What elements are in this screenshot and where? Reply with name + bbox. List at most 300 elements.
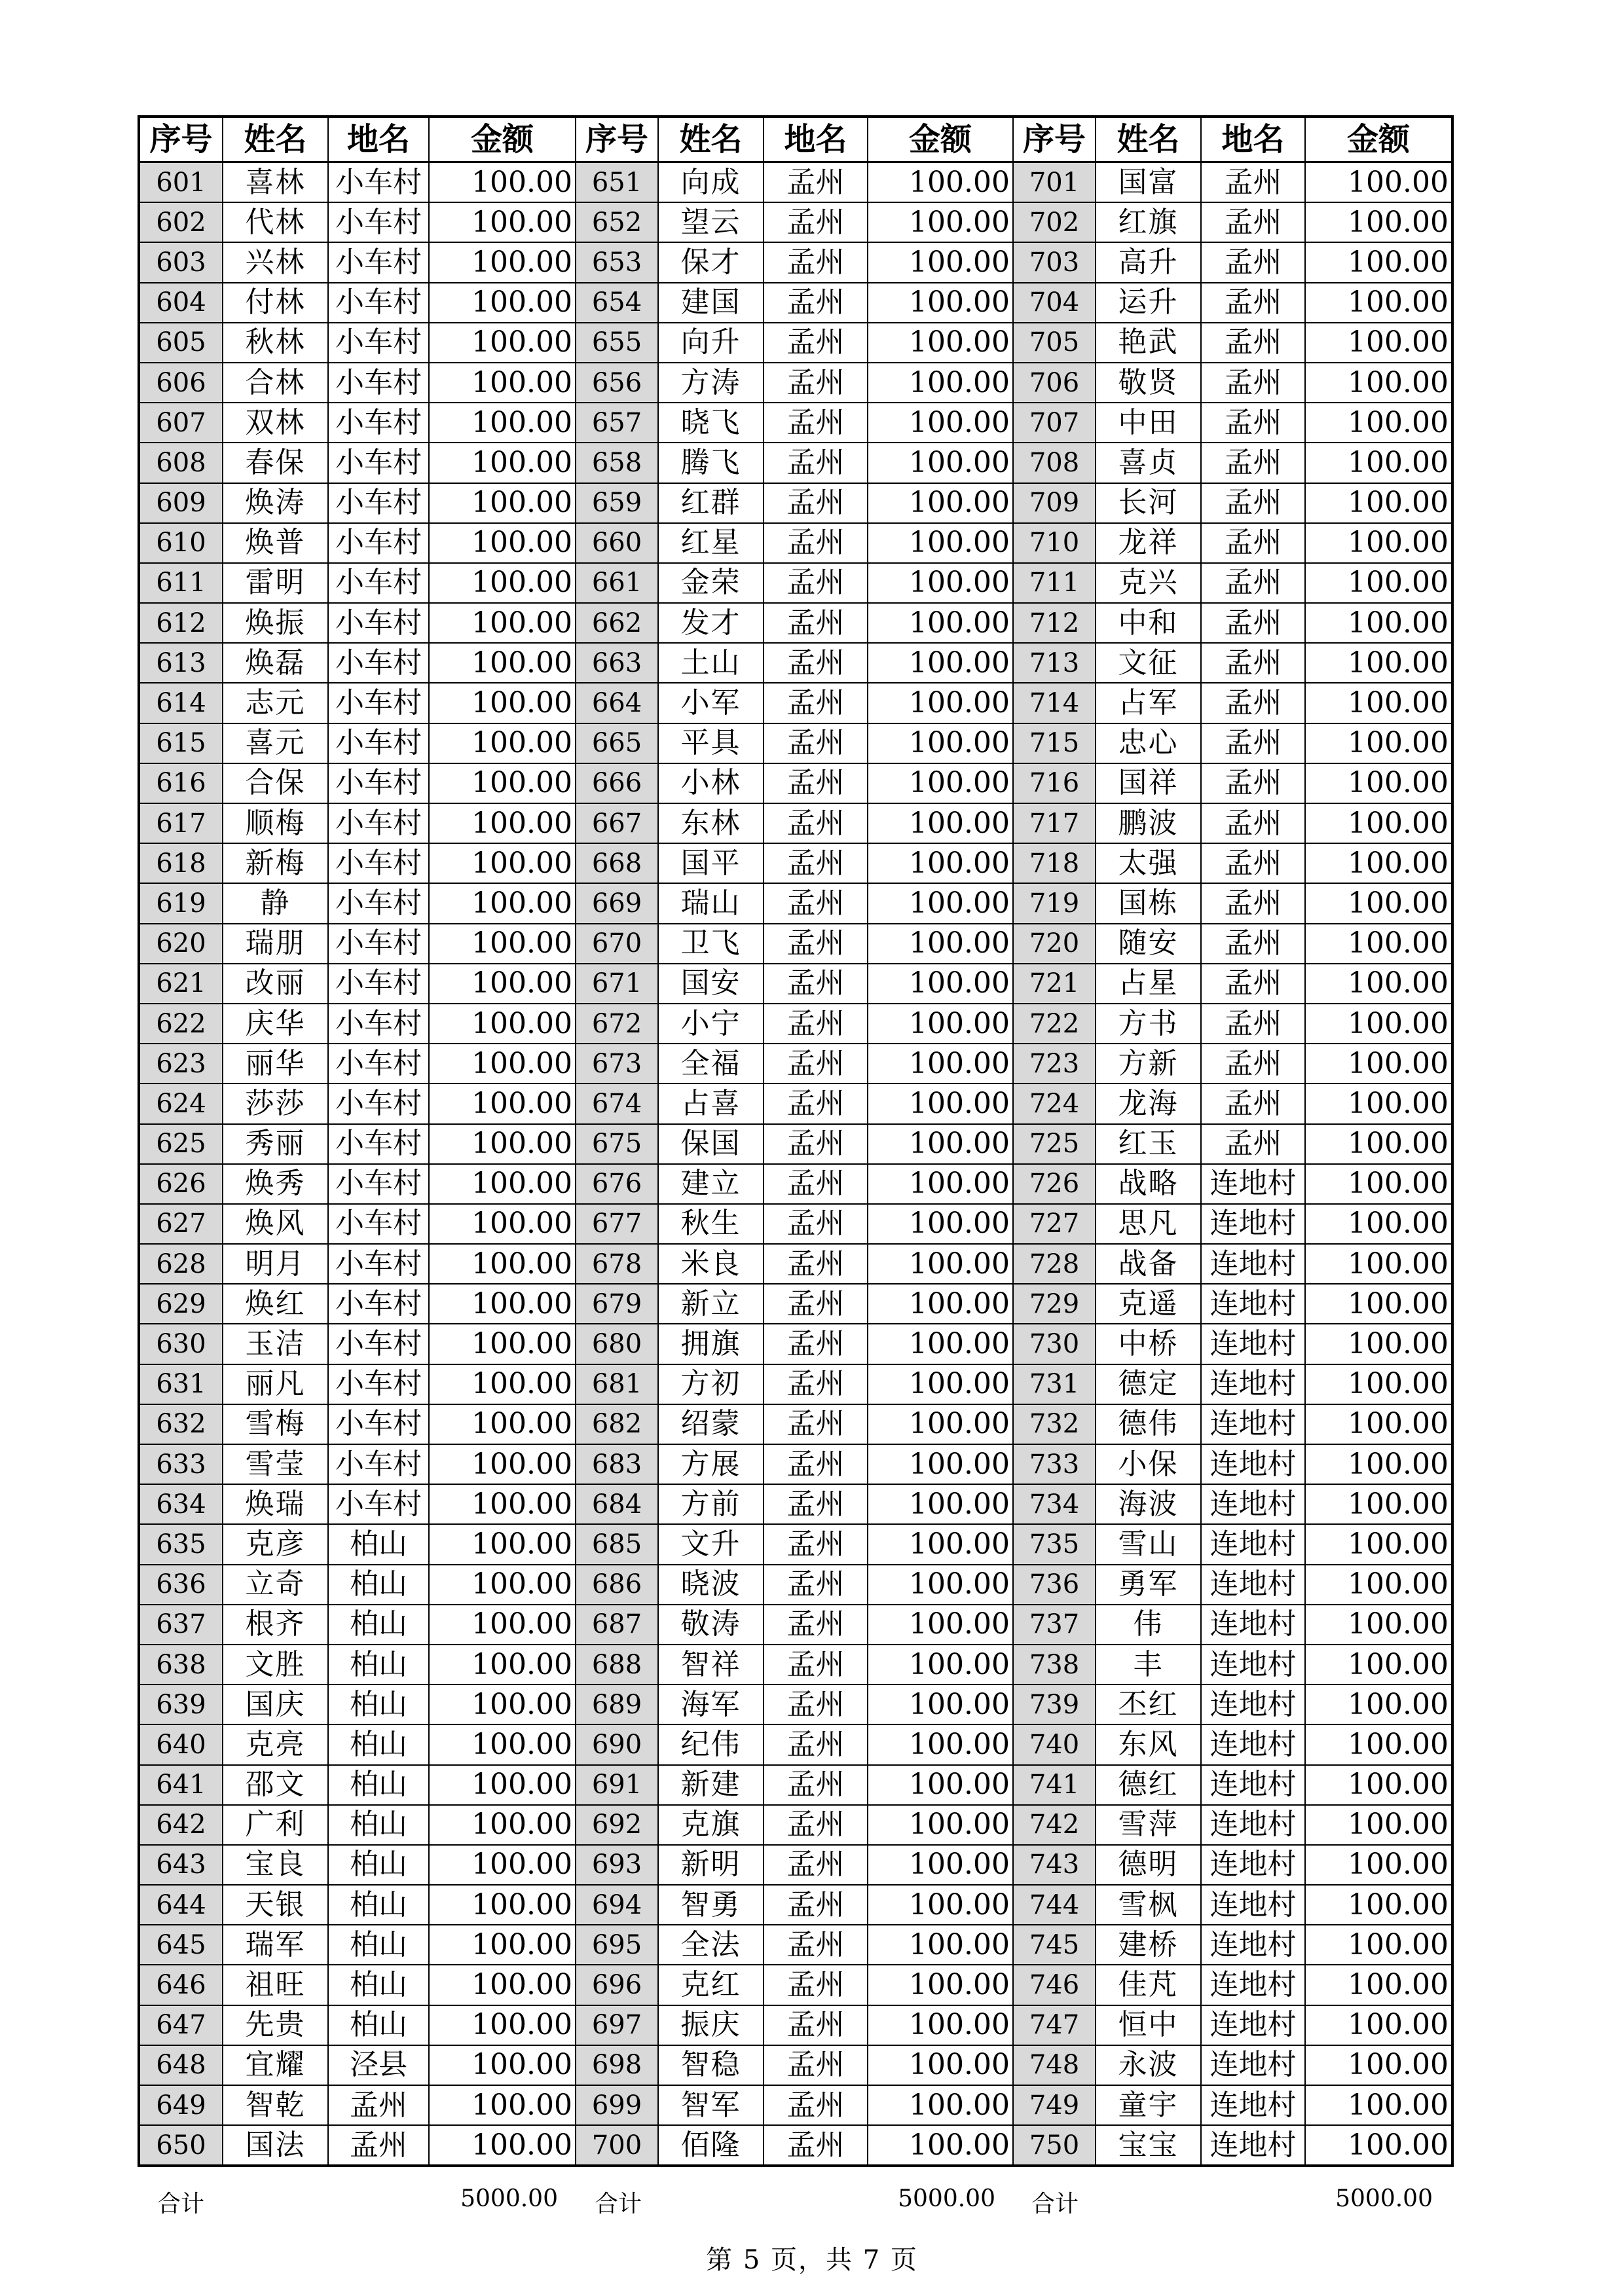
name-cell: 德明 — [1096, 1845, 1201, 1885]
name-cell: 运升 — [1096, 283, 1201, 323]
table-row — [139, 1124, 1452, 1164]
place-cell: 小车村 — [328, 443, 429, 483]
name-cell: 顺梅 — [223, 803, 328, 843]
place-cell: 孟州 — [1201, 283, 1305, 323]
amount-cell: 100.00 — [429, 1885, 576, 1925]
place-cell: 孟州 — [764, 683, 868, 723]
seq-cell: 620 — [139, 924, 223, 964]
seq-cell: 722 — [1013, 1004, 1096, 1044]
place-cell: 孟州 — [764, 883, 868, 923]
table-row — [139, 1044, 1452, 1084]
table-row — [139, 1004, 1452, 1044]
place-cell: 孟州 — [764, 1044, 868, 1084]
name-cell: 方书 — [1096, 1004, 1201, 1044]
amount-cell: 100.00 — [868, 323, 1013, 363]
amount-cell: 100.00 — [868, 924, 1013, 964]
seq-cell: 723 — [1013, 1044, 1096, 1084]
place-cell: 柏山 — [328, 1765, 429, 1805]
seq-cell: 690 — [576, 1724, 658, 1764]
place-cell: 连地村 — [1201, 2045, 1305, 2085]
seq-cell: 685 — [576, 1524, 658, 1564]
seq-cell: 728 — [1013, 1244, 1096, 1284]
name-cell: 国法 — [223, 2125, 328, 2166]
seq-cell: 693 — [576, 1845, 658, 1885]
name-cell: 合林 — [223, 363, 328, 403]
name-cell: 保国 — [658, 1124, 764, 1164]
seq-cell: 606 — [139, 363, 223, 403]
table-row — [139, 1524, 1452, 1564]
name-cell: 瑞山 — [658, 883, 764, 923]
amount-cell: 100.00 — [1305, 803, 1452, 843]
table-row — [139, 1605, 1452, 1645]
place-cell: 孟州 — [764, 2125, 868, 2166]
place-cell: 连地村 — [1201, 1724, 1305, 1764]
seq-cell: 648 — [139, 2045, 223, 2085]
amount-cell: 100.00 — [429, 1004, 576, 1044]
seq-cell: 724 — [1013, 1084, 1096, 1123]
seq-cell: 701 — [1013, 162, 1096, 203]
header-cell: 序号 — [1013, 117, 1096, 162]
place-cell: 孟州 — [1201, 1084, 1305, 1123]
place-cell: 小车村 — [328, 523, 429, 563]
amount-cell: 100.00 — [1305, 563, 1452, 603]
amount-cell: 100.00 — [868, 1204, 1013, 1244]
name-cell: 丰 — [1096, 1645, 1201, 1685]
seq-cell: 681 — [576, 1364, 658, 1404]
place-cell: 孟州 — [1201, 443, 1305, 483]
seq-cell: 692 — [576, 1805, 658, 1845]
place-cell: 小车村 — [328, 1404, 429, 1444]
place-cell: 孟州 — [764, 803, 868, 843]
name-cell: 克旗 — [658, 1805, 764, 1845]
seq-cell: 654 — [576, 283, 658, 323]
seq-cell: 628 — [139, 1244, 223, 1284]
seq-cell: 608 — [139, 443, 223, 483]
seq-cell: 622 — [139, 1004, 223, 1044]
place-cell: 孟州 — [764, 2005, 868, 2045]
amount-cell: 100.00 — [429, 443, 576, 483]
place-cell: 连地村 — [1201, 1885, 1305, 1925]
seq-cell: 709 — [1013, 483, 1096, 523]
name-cell: 随安 — [1096, 924, 1201, 964]
amount-cell: 100.00 — [429, 323, 576, 363]
seq-cell: 612 — [139, 603, 223, 643]
seq-cell: 731 — [1013, 1364, 1096, 1404]
place-cell: 孟州 — [764, 1284, 868, 1324]
amount-cell: 100.00 — [429, 1685, 576, 1724]
name-cell: 焕风 — [223, 1204, 328, 1244]
place-cell: 小车村 — [328, 603, 429, 643]
amount-cell: 100.00 — [429, 723, 576, 763]
amount-cell: 100.00 — [429, 403, 576, 443]
amount-cell: 100.00 — [1305, 363, 1452, 403]
name-cell: 克红 — [658, 1965, 764, 2005]
place-cell: 小车村 — [328, 483, 429, 523]
seq-cell: 729 — [1013, 1284, 1096, 1324]
amount-cell: 100.00 — [429, 1164, 576, 1204]
seq-cell: 669 — [576, 883, 658, 923]
amount-cell: 100.00 — [1305, 1004, 1452, 1044]
name-cell: 焕磊 — [223, 643, 328, 683]
amount-cell: 100.00 — [1305, 763, 1452, 803]
seq-cell: 632 — [139, 1404, 223, 1444]
amount-cell: 100.00 — [1305, 603, 1452, 643]
seq-cell: 689 — [576, 1685, 658, 1724]
seq-cell: 610 — [139, 523, 223, 563]
seq-cell: 747 — [1013, 2005, 1096, 2045]
amount-cell: 100.00 — [868, 1444, 1013, 1484]
seq-cell: 633 — [139, 1444, 223, 1484]
place-cell: 孟州 — [764, 483, 868, 523]
place-cell: 孟州 — [328, 2125, 429, 2166]
name-cell: 丕红 — [1096, 1685, 1201, 1724]
name-cell: 克遥 — [1096, 1284, 1201, 1324]
place-cell: 柏山 — [328, 1565, 429, 1605]
amount-cell: 100.00 — [1305, 1284, 1452, 1324]
amount-cell: 100.00 — [1305, 323, 1452, 363]
seq-cell: 733 — [1013, 1444, 1096, 1484]
place-cell: 孟州 — [1201, 643, 1305, 683]
header-cell: 地名 — [328, 117, 429, 162]
seq-cell: 717 — [1013, 803, 1096, 843]
seq-cell: 609 — [139, 483, 223, 523]
amount-cell: 100.00 — [868, 1685, 1013, 1724]
amount-cell: 100.00 — [868, 443, 1013, 483]
place-cell: 小车村 — [328, 1244, 429, 1284]
place-cell: 孟州 — [764, 1404, 868, 1444]
place-cell: 连地村 — [1201, 1444, 1305, 1484]
seq-cell: 732 — [1013, 1404, 1096, 1444]
amount-cell: 100.00 — [868, 1004, 1013, 1044]
name-cell: 天银 — [223, 1885, 328, 1925]
place-cell: 孟州 — [764, 1645, 868, 1685]
name-cell: 焕红 — [223, 1284, 328, 1324]
name-cell: 太强 — [1096, 843, 1201, 883]
amount-cell: 100.00 — [429, 1845, 576, 1885]
header-cell: 地名 — [1201, 117, 1305, 162]
seq-cell: 691 — [576, 1765, 658, 1805]
seq-cell: 734 — [1013, 1484, 1096, 1524]
place-cell: 孟州 — [764, 403, 868, 443]
header-cell: 姓名 — [1096, 117, 1201, 162]
total-amount-1: 5000.00 — [460, 2185, 558, 2212]
seq-cell: 740 — [1013, 1724, 1096, 1764]
amount-cell: 100.00 — [868, 683, 1013, 723]
seq-cell: 658 — [576, 443, 658, 483]
name-cell: 双林 — [223, 403, 328, 443]
seq-cell: 680 — [576, 1324, 658, 1364]
name-cell: 代林 — [223, 202, 328, 242]
name-cell: 智军 — [658, 2085, 764, 2125]
name-cell: 方展 — [658, 1444, 764, 1484]
name-cell: 童宇 — [1096, 2085, 1201, 2125]
seq-cell: 637 — [139, 1605, 223, 1645]
amount-cell: 100.00 — [868, 563, 1013, 603]
name-cell: 克兴 — [1096, 563, 1201, 603]
seq-cell: 659 — [576, 483, 658, 523]
seq-cell: 601 — [139, 162, 223, 203]
place-cell: 孟州 — [764, 763, 868, 803]
place-cell: 泾县 — [328, 2045, 429, 2085]
table-row — [139, 1364, 1452, 1404]
seq-cell: 649 — [139, 2085, 223, 2125]
amount-cell: 100.00 — [1305, 202, 1452, 242]
table-row — [139, 1765, 1452, 1805]
seq-cell: 719 — [1013, 883, 1096, 923]
place-cell: 柏山 — [328, 2005, 429, 2045]
seq-cell: 635 — [139, 1524, 223, 1564]
seq-cell: 624 — [139, 1084, 223, 1123]
name-cell: 改丽 — [223, 964, 328, 1004]
name-cell: 小林 — [658, 763, 764, 803]
table-row — [139, 483, 1452, 523]
place-cell: 孟州 — [764, 242, 868, 282]
amount-cell: 100.00 — [429, 1965, 576, 2005]
amount-cell: 100.00 — [1305, 1965, 1452, 2005]
amount-cell: 100.00 — [1305, 2125, 1452, 2166]
amount-cell: 100.00 — [868, 523, 1013, 563]
seq-cell: 665 — [576, 723, 658, 763]
place-cell: 孟州 — [764, 1845, 868, 1885]
seq-cell: 629 — [139, 1284, 223, 1324]
amount-cell: 100.00 — [868, 403, 1013, 443]
name-cell: 克彦 — [223, 1524, 328, 1564]
amount-cell: 100.00 — [429, 1645, 576, 1685]
amount-cell: 100.00 — [1305, 1885, 1452, 1925]
seq-cell: 676 — [576, 1164, 658, 1204]
seq-cell: 618 — [139, 843, 223, 883]
name-cell: 新明 — [658, 1845, 764, 1885]
name-cell: 海波 — [1096, 1484, 1201, 1524]
amount-cell: 100.00 — [1305, 1524, 1452, 1564]
place-cell: 孟州 — [764, 1885, 868, 1925]
place-cell: 孟州 — [764, 924, 868, 964]
amount-cell: 100.00 — [429, 1324, 576, 1364]
place-cell: 连地村 — [1201, 1364, 1305, 1404]
place-cell: 孟州 — [1201, 202, 1305, 242]
place-cell: 孟州 — [764, 2045, 868, 2085]
place-cell: 连地村 — [1201, 1765, 1305, 1805]
name-cell: 国富 — [1096, 162, 1201, 203]
place-cell: 孟州 — [764, 523, 868, 563]
seq-cell: 721 — [1013, 964, 1096, 1004]
seq-cell: 688 — [576, 1645, 658, 1685]
amount-cell: 100.00 — [1305, 1444, 1452, 1484]
seq-cell: 641 — [139, 1765, 223, 1805]
amount-cell: 100.00 — [868, 1565, 1013, 1605]
name-cell: 志元 — [223, 683, 328, 723]
place-cell: 连地村 — [1201, 2005, 1305, 2045]
name-cell: 雷明 — [223, 563, 328, 603]
name-cell: 艳武 — [1096, 323, 1201, 363]
place-cell: 连地村 — [1201, 1244, 1305, 1284]
place-cell: 孟州 — [764, 1565, 868, 1605]
total-amount-2: 5000.00 — [898, 2185, 995, 2212]
place-cell: 孟州 — [1201, 883, 1305, 923]
name-cell: 红旗 — [1096, 202, 1201, 242]
amount-cell: 100.00 — [1305, 1724, 1452, 1764]
name-cell: 焕涛 — [223, 483, 328, 523]
place-cell: 孟州 — [764, 603, 868, 643]
amount-cell: 100.00 — [429, 1444, 576, 1484]
amount-cell: 100.00 — [1305, 1645, 1452, 1685]
place-cell: 小车村 — [328, 563, 429, 603]
amount-cell: 100.00 — [429, 1765, 576, 1805]
name-cell: 智祥 — [658, 1645, 764, 1685]
table-row — [139, 283, 1452, 323]
name-cell: 全福 — [658, 1044, 764, 1084]
seq-cell: 661 — [576, 563, 658, 603]
amount-cell: 100.00 — [1305, 1124, 1452, 1164]
place-cell: 孟州 — [1201, 723, 1305, 763]
place-cell: 小车村 — [328, 643, 429, 683]
table-row — [139, 1965, 1452, 2005]
name-cell: 合保 — [223, 763, 328, 803]
place-cell: 孟州 — [764, 1605, 868, 1645]
amount-cell: 100.00 — [1305, 1565, 1452, 1605]
name-cell: 国平 — [658, 843, 764, 883]
place-cell: 连地村 — [1201, 1565, 1305, 1605]
amount-cell: 100.00 — [1305, 643, 1452, 683]
place-cell: 孟州 — [764, 323, 868, 363]
name-cell: 鹏波 — [1096, 803, 1201, 843]
place-cell: 孟州 — [764, 964, 868, 1004]
name-cell: 瑞朋 — [223, 924, 328, 964]
name-cell: 雪枫 — [1096, 1885, 1201, 1925]
seq-cell: 666 — [576, 763, 658, 803]
place-cell: 孟州 — [1201, 603, 1305, 643]
place-cell: 小车村 — [328, 403, 429, 443]
seq-cell: 611 — [139, 563, 223, 603]
name-cell: 付林 — [223, 283, 328, 323]
name-cell: 龙祥 — [1096, 523, 1201, 563]
seq-cell: 607 — [139, 403, 223, 443]
seq-cell: 660 — [576, 523, 658, 563]
place-cell: 小车村 — [328, 803, 429, 843]
place-cell: 小车村 — [328, 683, 429, 723]
amount-cell: 100.00 — [868, 1484, 1013, 1524]
amount-cell: 100.00 — [429, 1605, 576, 1645]
name-cell: 根齐 — [223, 1605, 328, 1645]
name-cell: 国安 — [658, 964, 764, 1004]
place-cell: 孟州 — [1201, 1044, 1305, 1084]
amount-cell: 100.00 — [868, 2085, 1013, 2125]
seq-cell: 686 — [576, 1565, 658, 1605]
name-cell: 雪梅 — [223, 1404, 328, 1444]
seq-cell: 725 — [1013, 1124, 1096, 1164]
table-row — [139, 1164, 1452, 1204]
name-cell: 思凡 — [1096, 1204, 1201, 1244]
place-cell: 小车村 — [328, 363, 429, 403]
amount-cell: 100.00 — [1305, 964, 1452, 1004]
seq-cell: 653 — [576, 242, 658, 282]
name-cell: 德红 — [1096, 1765, 1201, 1805]
place-cell: 小车村 — [328, 1204, 429, 1244]
name-cell: 佳芃 — [1096, 1965, 1201, 2005]
place-cell: 连地村 — [1201, 2125, 1305, 2166]
seq-cell: 634 — [139, 1484, 223, 1524]
amount-cell: 100.00 — [868, 1164, 1013, 1204]
amount-cell: 100.00 — [868, 1885, 1013, 1925]
place-cell: 连地村 — [1201, 1524, 1305, 1564]
amount-cell: 100.00 — [1305, 843, 1452, 883]
table-row — [139, 1444, 1452, 1484]
seq-cell: 675 — [576, 1124, 658, 1164]
table-row — [139, 1204, 1452, 1244]
amount-cell: 100.00 — [1305, 723, 1452, 763]
name-cell: 保才 — [658, 242, 764, 282]
seq-cell: 656 — [576, 363, 658, 403]
place-cell: 孟州 — [764, 1164, 868, 1204]
amount-cell: 100.00 — [429, 283, 576, 323]
place-cell: 连地村 — [1201, 1164, 1305, 1204]
name-cell: 克亮 — [223, 1724, 328, 1764]
place-cell: 连地村 — [1201, 1965, 1305, 2005]
seq-cell: 703 — [1013, 242, 1096, 282]
amount-cell: 100.00 — [868, 242, 1013, 282]
place-cell: 连地村 — [1201, 1204, 1305, 1244]
name-cell: 东风 — [1096, 1724, 1201, 1764]
table-row — [139, 964, 1452, 1004]
total-label-3: 合计 — [1031, 2191, 1079, 2217]
amount-cell: 100.00 — [429, 162, 576, 203]
seq-cell: 605 — [139, 323, 223, 363]
amount-cell: 100.00 — [868, 723, 1013, 763]
place-cell: 孟州 — [764, 1324, 868, 1364]
amount-cell: 100.00 — [429, 883, 576, 923]
name-cell: 新建 — [658, 1765, 764, 1805]
place-cell: 孟州 — [1201, 403, 1305, 443]
table-row — [139, 1565, 1452, 1605]
table-row — [139, 603, 1452, 643]
amount-cell: 100.00 — [429, 964, 576, 1004]
name-cell: 东林 — [658, 803, 764, 843]
seq-cell: 712 — [1013, 603, 1096, 643]
amount-cell: 100.00 — [1305, 1364, 1452, 1404]
amount-cell: 100.00 — [429, 1124, 576, 1164]
amount-cell: 100.00 — [429, 1805, 576, 1845]
seq-cell: 647 — [139, 2005, 223, 2045]
place-cell: 柏山 — [328, 1645, 429, 1685]
name-cell: 永波 — [1096, 2045, 1201, 2085]
name-cell: 建立 — [658, 1164, 764, 1204]
name-cell: 晓波 — [658, 1565, 764, 1605]
place-cell: 孟州 — [764, 1244, 868, 1284]
amount-cell: 100.00 — [429, 1284, 576, 1324]
amount-cell: 100.00 — [1305, 1204, 1452, 1244]
amount-cell: 100.00 — [1305, 1685, 1452, 1724]
seq-cell: 744 — [1013, 1885, 1096, 1925]
name-cell: 立奇 — [223, 1565, 328, 1605]
amount-cell: 100.00 — [429, 1925, 576, 1965]
amount-cell: 100.00 — [1305, 883, 1452, 923]
name-cell: 焕普 — [223, 523, 328, 563]
seq-cell: 643 — [139, 1845, 223, 1885]
place-cell: 小车村 — [328, 1044, 429, 1084]
place-cell: 孟州 — [1201, 523, 1305, 563]
place-cell: 孟州 — [328, 2085, 429, 2125]
place-cell: 小车村 — [328, 1364, 429, 1404]
amount-cell: 100.00 — [868, 1044, 1013, 1084]
name-cell: 焕振 — [223, 603, 328, 643]
amount-cell: 100.00 — [868, 1084, 1013, 1123]
name-cell: 小保 — [1096, 1444, 1201, 1484]
amount-cell: 100.00 — [868, 2045, 1013, 2085]
seq-cell: 694 — [576, 1885, 658, 1925]
amount-cell: 100.00 — [429, 242, 576, 282]
name-cell: 高升 — [1096, 242, 1201, 282]
seq-cell: 646 — [139, 1965, 223, 2005]
